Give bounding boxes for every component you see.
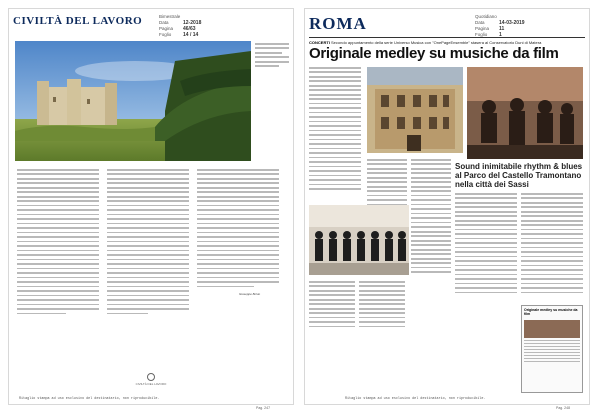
info-date: 12-2018 <box>183 20 202 26</box>
right-column-4 <box>455 193 517 296</box>
article-column-1 <box>17 169 99 317</box>
article-column-3 <box>197 169 279 290</box>
info-key: Data <box>159 20 169 25</box>
ensemble-photo <box>309 205 409 275</box>
right-info-block <box>475 14 525 38</box>
masthead-rule <box>309 37 585 38</box>
kicker-label: CONCERTI <box>309 40 330 45</box>
footer-text: CIVILTÀ DEL LAVORO <box>135 382 167 386</box>
sub-headline: Sound inimitabile rhythm & blues al Parco del Castello Tramontano nella città dei Sassi <box>455 162 583 189</box>
info-sheet: 1 <box>499 32 502 38</box>
right-clipping-page <box>304 8 590 405</box>
info-key: Quotidiano <box>475 14 497 19</box>
right-page-number: Pag. 248 <box>556 406 571 410</box>
info-date: 14-03-2019 <box>499 20 525 26</box>
masthead-title: CIVILTÀ DEL LAVORO <box>13 15 143 27</box>
left-masthead <box>13 15 142 27</box>
left-notice: Ritaglio stampa ad uso esclusivo del destinatario, non riproducibile. <box>19 397 160 401</box>
info-key: Foglio <box>475 32 488 37</box>
info-page: 46/63 <box>183 26 196 32</box>
band-photo <box>467 67 583 159</box>
article-column-2 <box>107 169 189 317</box>
info-sheet: 14 / 14 <box>183 32 199 38</box>
right-column-6 <box>411 231 451 276</box>
right-column-7 <box>309 281 355 330</box>
kicker-text: Secondo appuntamento della serie Universo Musica con "OnePageEnsemble" stasera al Conservatorio Duni di Matera <box>331 40 542 45</box>
right-masthead: ROMA <box>309 14 367 33</box>
info-key: Bimestrale <box>159 14 181 19</box>
author-signature: Giuseppe Brisio <box>239 292 261 296</box>
right-column-3 <box>411 159 451 231</box>
left-clipping-page <box>8 8 294 405</box>
right-column-8 <box>359 281 405 330</box>
article-headline: Originale medley su musiche da film <box>309 45 559 62</box>
page-thumbnail <box>521 305 583 393</box>
left-info-block <box>159 14 201 38</box>
left-footer-logo <box>9 373 293 386</box>
castle-photo <box>15 41 251 161</box>
left-page-number: Pag. 247 <box>256 406 271 410</box>
info-key: Pagina <box>159 26 174 31</box>
side-text-strip <box>255 41 289 161</box>
info-key: Pagina <box>475 26 490 31</box>
right-column-5 <box>521 193 583 296</box>
thumbnail-title: Originale medley su musiche da film <box>524 308 578 316</box>
info-key: Data <box>475 20 485 25</box>
right-column-1 <box>309 67 361 193</box>
info-key: Foglio <box>159 32 172 37</box>
right-notice: Ritaglio stampa ad uso esclusivo del destinatario, non riproducibile. <box>345 397 486 401</box>
conservatory-photo <box>367 67 463 153</box>
info-page: 11 <box>499 26 505 32</box>
